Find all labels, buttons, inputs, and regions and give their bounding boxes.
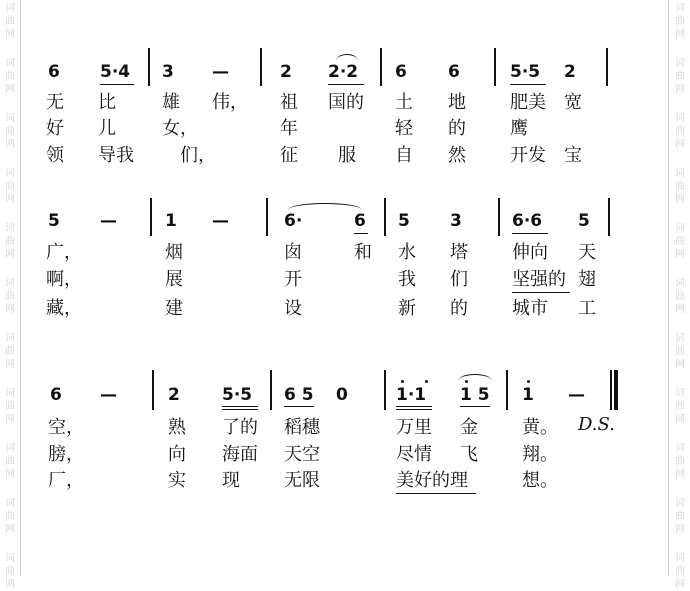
high-octave-dot <box>425 380 428 383</box>
watermark-text: 词曲网 <box>5 388 15 425</box>
lyric: 黄。 <box>522 417 558 438</box>
watermark-text: 词曲网 <box>675 113 685 150</box>
note: 5 <box>398 211 410 231</box>
note: 5·5 <box>222 385 253 405</box>
watermark-text: 词曲网 <box>675 443 685 480</box>
watermark-text: 词曲网 <box>5 333 15 370</box>
note: 5 <box>578 211 590 231</box>
note: 5·5 <box>510 62 541 82</box>
note: 6·6 <box>512 211 543 231</box>
note: 2·2 <box>328 62 359 82</box>
note: 2 <box>280 62 292 82</box>
note: 5·4 <box>100 62 131 82</box>
beam-underline <box>328 84 364 85</box>
lyric: 无限 <box>284 470 320 491</box>
lyric: 城市 <box>512 298 548 319</box>
lyric: 新 <box>398 298 416 319</box>
lyric: 伸向 <box>512 242 548 263</box>
beam-underline <box>510 84 546 85</box>
lyric: 天 <box>578 242 596 263</box>
beam-underline <box>460 406 490 407</box>
lyric: 海面 <box>222 444 258 465</box>
lyric: 水 <box>398 242 416 263</box>
lyric: 厂， <box>48 470 84 491</box>
lyric: 国的 <box>328 92 364 113</box>
lyric: 了的 <box>222 417 258 438</box>
barline <box>608 198 610 236</box>
note: 3 <box>450 211 462 231</box>
barline <box>384 370 386 410</box>
watermark-text: 词曲网 <box>675 223 685 260</box>
note: 6 <box>48 62 60 82</box>
lyric: 美好的理 <box>396 470 468 491</box>
beam-underline <box>284 406 314 407</box>
watermark-text: 词曲网 <box>675 333 685 370</box>
barline <box>150 198 152 236</box>
note: 6· <box>284 211 303 231</box>
lyric: 年 <box>280 118 298 139</box>
watermark-text: 词曲网 <box>5 498 15 535</box>
watermark-text: 词曲网 <box>5 223 15 260</box>
barline <box>380 48 382 86</box>
lyric: 伟， <box>212 92 248 113</box>
tie-slur <box>458 374 492 381</box>
note: 6 <box>50 385 62 405</box>
lyric: 然 <box>448 145 466 166</box>
note: — <box>212 62 229 82</box>
beam-underline <box>354 233 368 234</box>
barline <box>384 198 386 236</box>
watermark-text: 词曲网 <box>675 498 685 535</box>
lyric: 啊， <box>46 269 82 290</box>
watermark-text: 词曲网 <box>675 58 685 95</box>
watermark-text: 词曲网 <box>5 553 15 590</box>
lyric: 宽 <box>564 92 582 113</box>
lyric: 祖 <box>280 92 298 113</box>
note: 6 5 <box>284 385 314 405</box>
lyric: 想。 <box>522 470 558 491</box>
high-octave-dot <box>527 380 530 383</box>
beam-underline <box>100 84 134 85</box>
watermark-text: 词曲网 <box>5 278 15 315</box>
lyric: 工 <box>578 298 596 319</box>
watermark-text: 词曲网 <box>675 3 685 40</box>
lyric: 广， <box>46 242 82 263</box>
barline <box>266 198 268 236</box>
lyric: 展 <box>165 269 183 290</box>
watermark-text: 词曲网 <box>5 3 15 40</box>
lyric: 导我 <box>98 145 134 166</box>
barline <box>148 48 150 86</box>
dal-segno-mark: D.S. <box>578 414 615 435</box>
note: 1 5 <box>460 385 490 405</box>
lyric: 儿 <box>98 118 116 139</box>
lyric: 好 <box>46 118 64 139</box>
lyric: 稻穗 <box>284 417 320 438</box>
beam-underline <box>222 409 258 410</box>
watermark-text: 词曲网 <box>675 168 685 205</box>
lyric: 领 <box>46 145 64 166</box>
note: 3 <box>162 62 174 82</box>
lyric: 万里 <box>396 417 432 438</box>
watermark-text: 词曲网 <box>675 388 685 425</box>
note: 2 <box>564 62 576 82</box>
lyric: 宝 <box>564 145 582 166</box>
lyric: 翅 <box>578 269 596 290</box>
lyric: 比 <box>98 92 116 113</box>
left-frame-line <box>20 0 21 576</box>
lyric: 尽情 <box>396 444 432 465</box>
watermark-text: 词曲网 <box>675 278 685 315</box>
note: 6 <box>448 62 460 82</box>
lyric: 金 <box>460 417 478 438</box>
lyric: 开 <box>284 269 302 290</box>
lyric: 现 <box>222 470 240 491</box>
note: 5 <box>48 211 60 231</box>
lyric: 飞 <box>460 444 478 465</box>
watermark-text: 词曲网 <box>5 168 15 205</box>
lyric: 藏， <box>46 298 82 319</box>
lyric: 和 <box>354 242 372 263</box>
lyric: 囱 <box>284 242 302 263</box>
lyric: 鹰 <box>510 118 528 139</box>
barline <box>260 48 262 86</box>
note: — <box>100 211 117 231</box>
lyric: 天空 <box>284 444 320 465</box>
beam-underline <box>512 233 548 234</box>
note: — <box>100 385 117 405</box>
barline <box>498 198 500 236</box>
lyric: 女， <box>162 118 198 139</box>
lyric: 的 <box>448 118 466 139</box>
note: 2 <box>168 385 180 405</box>
tie-slur <box>288 203 362 210</box>
high-octave-dot <box>401 380 404 383</box>
note: 0 <box>336 385 348 405</box>
lyric: 熟 <box>168 417 186 438</box>
barline <box>152 370 154 410</box>
lyric: 轻 <box>395 118 413 139</box>
lyric: 塔 <box>450 242 468 263</box>
lyric: 的 <box>450 298 468 319</box>
lyric: 实 <box>168 470 186 491</box>
lyric-underline <box>512 292 570 293</box>
note: — <box>568 385 585 405</box>
note: 6 <box>395 62 407 82</box>
note: 1 <box>165 211 177 231</box>
note: 1·1 <box>396 385 427 405</box>
lyric: 们 <box>450 269 468 290</box>
lyric: 设 <box>284 298 302 319</box>
barline <box>270 370 272 410</box>
lyric: 自 <box>395 145 413 166</box>
lyric: 翔。 <box>522 444 558 465</box>
watermark-text: 词曲网 <box>5 443 15 480</box>
barline <box>606 48 608 86</box>
watermark-text: 词曲网 <box>5 58 15 95</box>
final-barline-thick <box>614 370 618 410</box>
lyric: 开发 <box>510 145 546 166</box>
beam-underline <box>396 406 432 407</box>
lyric: 坚强的 <box>512 269 566 290</box>
lyric: 空， <box>48 417 84 438</box>
lyric: 雄 <box>162 92 180 113</box>
right-frame-line <box>668 0 669 576</box>
lyric: 向 <box>168 444 186 465</box>
tie-slur <box>336 54 358 61</box>
beam-underline <box>222 406 258 407</box>
lyric: 建 <box>165 298 183 319</box>
note: 1 <box>522 385 534 405</box>
lyric: 烟 <box>165 242 183 263</box>
beam-underline <box>396 409 432 410</box>
lyric: 膀， <box>48 444 84 465</box>
barline <box>506 370 508 410</box>
lyric: 服 <box>338 145 356 166</box>
note: — <box>212 211 229 231</box>
lyric-underline <box>396 493 476 494</box>
barline <box>494 48 496 86</box>
lyric: 征 <box>280 145 298 166</box>
final-barline-thin <box>610 370 612 410</box>
lyric: 无 <box>46 92 64 113</box>
lyric: 土 <box>395 92 413 113</box>
watermark-text: 词曲网 <box>675 553 685 590</box>
watermark-text: 词曲网 <box>5 113 15 150</box>
lyric: 肥美 <box>510 92 546 113</box>
lyric: 地 <box>448 92 466 113</box>
lyric: 们， <box>180 145 216 166</box>
lyric: 我 <box>398 269 416 290</box>
note: 6 <box>354 211 366 231</box>
